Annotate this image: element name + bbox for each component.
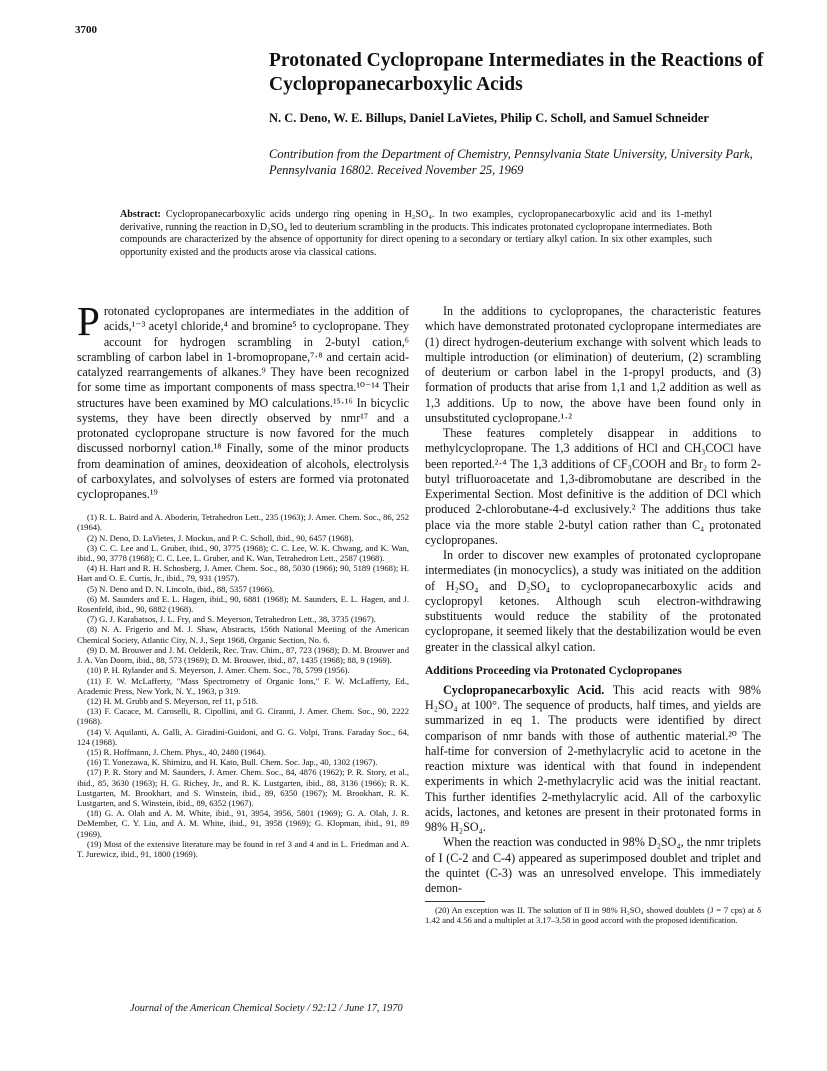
right-column (425, 304, 761, 926)
reference-item: (17) P. R. Story and M. Saunders, J. Amer. Chem. Soc., 84, 4876 (1962); P. R. Story, et al., ibid., 85, 3630 (1963); H. G. Richey, Jr., and R. K. Lustgarten, ibid., 88, 3136 (1966); R. K. Lustgarten, M. Brookhart, and S. Winstein, ibid., 89, 6350 (1967); M. Brookhart, R. K. Lustgarten, and S. Winstein, ibid., 89, 6352 (1967). (77, 767, 409, 808)
affiliation: Contribution from the Department of Chemistry, Pennsylvania State University, University Park, Pennsylvania 16802. Received November 25, 1969 (269, 147, 753, 177)
reference-item: (19) Most of the extensive literature may be found in ref 3 and 4 and in L. Friedman and A. T. Jurewicz, ibid., 91, 1800 (1969). (77, 838, 409, 859)
reference-item: (1) R. L. Baird and A. Aboderin, Tetrahedron Lett., 235 (1963); J. Amer. Chem. Soc., 86, 252 (1964). (77, 512, 409, 533)
reference-item: (14) V. Aquilanti, A. Galli, A. Giradini-Guidoni, and G. G. Volpi, Trans. Faraday Soc., 64, 124 (1968). (77, 726, 409, 747)
journal-footer: Journal of the American Chemical Society / 92:12 / June 17, 1970 (130, 1003, 403, 1014)
footnote (425, 905, 761, 925)
abstract (120, 209, 712, 259)
footnote-divider (425, 901, 485, 902)
reference-item: (3) C. C. Lee and L. Gruber, ibid., 90, 3775 (1968); C. C. Lee, W. K. Chwang, and K. Wan, ibid., 90, 3778 (1968); C. C. Lee, L. Gruber, and K. Wan, Tetrahedron Lett., 2587 (1968). (77, 542, 409, 564)
drop-cap: P (77, 298, 100, 344)
article-title: Protonated Cyclopropane Intermediates in the Reactions of Cyclopropanecarboxylic Acids (269, 50, 764, 95)
reference-item: (15) R. Hoffmann, J. Chem. Phys., 40, 2480 (1964). (87, 746, 266, 757)
reference-item: (9) D. M. Brouwer and J. M. Oelderik, Rec. Trav. Chim., 87, 723 (1968); D. M. Brouwer and J. A. Van Doorn, ibid., 88, 573 (1969); D. M. Brouwer, ibid., 87, 1435 (1968); 88, 9 (1969). (77, 644, 409, 666)
left-column (77, 298, 409, 859)
page-number: 3700 (75, 24, 97, 36)
reference-item: (16) T. Yonezawa, K. Shimizu, and H. Kato, Bull. Chem. Soc. Jap., 40, 1302 (1967). (87, 757, 378, 768)
abstract-label: Abstract: (120, 209, 161, 220)
body-paragraph (425, 683, 761, 836)
reference-item: (4) H. Hart and R. H. Schosberg, J. Amer. Chem. Soc., 88, 5030 (1966); 90, 5189 (1968); H. Hart and O. E. Curtis, Jr., ibid., 79, 931 (1957). (77, 563, 409, 584)
body-paragraph: These features completely disappear in additions to methylcyclopropane. The 1,3 additions of HCl and CH₃COCl have been reported.²·⁴ The 1,3 additions of CF₃COOH and Br₂ to form 2-butyl trifluoroacetate and 1,3-dibromobutane are described in the Experimental Section. Most definitive is the addition of DCl which produced 2-chlorobutane-4-d exclusively.² The additions thus take place via the more stable 2-butyl cation rather than C₄ protonated cyclopropanes. (425, 426, 761, 547)
intro-text: rotonated cyclopropanes are intermediates in the addition of acids,¹⁻³ acetyl chloride,⁴ and bromine⁵ to cyclopropane. They account for hydrogen scrambling in 2-butyl cation,⁶ scrambling of carbon label in 1-bromopropane,⁷·⁸ and certain acid-catalyzed rearrangements of alkanes.⁹ They have been recognized for some time as important components of mass spectra.¹⁰⁻¹⁴ Their structures have been examined by MO calculations.¹⁵·¹⁶ In bicyclic systems, they have been directly observed by nmr¹⁷ and a protonated cyclopropane structure is now favored for the much discussed norbornyl cation.¹⁸ Finally, some of the minor products from deamination of amines, deoxideation of alcohols, electrolysis of carboxylates, and solvolyses of esters are formed via protonated cyclopropanes.¹⁹ (77, 304, 409, 501)
reference-item: (18) G. A. Olah and A. M. White, ibid., 91, 3954, 3956, 5801 (1969); G. A. Olah, J. R. DeMember, C. Y. Liu, and A. M. White, ibid., 91, 3958 (1969); G. Klopman, ibid., 91, 89 (1969). (77, 808, 409, 839)
reference-item: (7) G. J. Karabatsos, J. L. Fry, and S. Meyerson, Tetrahedron Lett., 38, 3735 (1967). (87, 614, 376, 625)
author-list: N. C. Deno, W. E. Billups, Daniel LaVietes, Philip C. Scholl, and Samuel Schneider (269, 111, 709, 125)
footnote-text: (20) An exception was II. The solution of II in 98% H₂SO₄ showed doublets (J = 7 cps) at δ 1.42 and 4.56 and a multiplet at 3.17–3.58 in good accord with the proposed identification. (425, 905, 761, 926)
section-heading: Additions Proceeding via Protonated Cyclopropanes (425, 664, 682, 677)
body-paragraph: In order to discover new examples of protonated cyclopropane intermediates (in monocyclics), a study was initiated on the addition of H₂SO₄ and D₂SO₄ to cyclopropanecarboxylic acids and cyclopropyl ketones. Although scuh electron-withdrawing substituents would reduce the stability of the protonated cyclopropane, it seemed likely that the destabilization would be even greater in the classical alkyl cation. (425, 548, 761, 654)
reference-item: (8) N. A. Frigerio and M. J. Shaw, Abstracts, 156th National Meeting of the American Chemical Society, Atlantic City, N. J., Sept 1968, Organic Section, No. 6. (77, 624, 409, 645)
reference-list (77, 512, 409, 859)
reference-item: (6) M. Saunders and E. L. Hagen, ibid., 90, 6881 (1968); M. Saunders, E. L. Hagen, and J. Rosenfeld, ibid., 90, 6882 (1968). (77, 593, 409, 615)
intro-paragraph (77, 298, 409, 502)
reference-item: (13) F. Cacace, M. Caroselli, R. Cipollini, and G. Ciranni, J. Amer. Chem. Soc., 90, 2222 (1968). (77, 706, 409, 727)
abstract-text: Cyclopropanecarboxylic acids undergo ring opening in H₂SO₄. In two examples, cyclopropanecarboxylic acid and its 1-methyl derivative, running the reaction in D₂SO₄ led to deuterium scrambling in the products. This indicates protonated cyclopropane intermediates. Both compounds are characterized by the absence of opportunity for direct opening to a secondary or tertiary alkyl cation. In six other examples, such opportunity existed and the products arose via classical cations. (120, 209, 712, 258)
reference-item: (2) N. Deno, D. LaVietes, J. Mockus, and P. C. Scholl, ibid., 90, 6457 (1968). (87, 532, 354, 543)
body-text: This acid reacts with 98% H₂SO₄ at 100°. The sequence of products, half times, and yields are summarized in eq 1. The products were identified by direct comparison of nmr bands with those of authentic material.²⁰ The half-time for conversion of 2-methylacrylic acid to acetone in the reaction mixture was identical with that found in independent experiments in which 2-methylacrylic acid was the initial reactant. This further identifies 2-methylacrylic acid. All of the carboxylic acids, lactones, and ketones are present in their protonated forms in 98% H₂SO₄. (425, 682, 761, 834)
reference-item: (12) H. M. Grubb and S. Meyerson, ref 11, p 518. (87, 695, 259, 706)
reference-item: (5) N. Deno and D. N. Lincoln, ibid., 88, 5357 (1966). (87, 583, 275, 594)
body-paragraph: When the reaction was conducted in 98% D₂SO₄, the nmr triplets of I (C-2 and C-4) appeared as superimposed doublet and triplet and the quintet (C-3) was an unresolved envelope. This immediately demon- (425, 835, 761, 895)
subsection-lead: Cyclopropanecarboxylic Acid. (443, 682, 605, 697)
reference-item: (11) F. W. McLafferty, "Mass Spectrometry of Organic Ions," F. W. McLafferty, Ed., Academic Press, New York, N. Y., 1963, p 319. (77, 675, 409, 696)
body-paragraph: In the additions to cyclopropanes, the characteristic features which have demonstrated protonated cyclopropane intermediates are (1) direct hydrogen-deuterium exchange with solvent which leads to multiple introduction (or elimination) of deuterium, (2) scrambling of deuterium or carbon label in the 1-propyl products, and (3) formation of products that arise from 1,1 and 1,2 addition as well as 1,3 additions. Up to now, the above have been found only in unsubstituted cyclopropane.¹·² (425, 304, 761, 425)
reference-item: (10) P. H. Rylander and S. Meyerson, J. Amer. Chem. Soc., 78, 5799 (1956). (87, 665, 350, 676)
